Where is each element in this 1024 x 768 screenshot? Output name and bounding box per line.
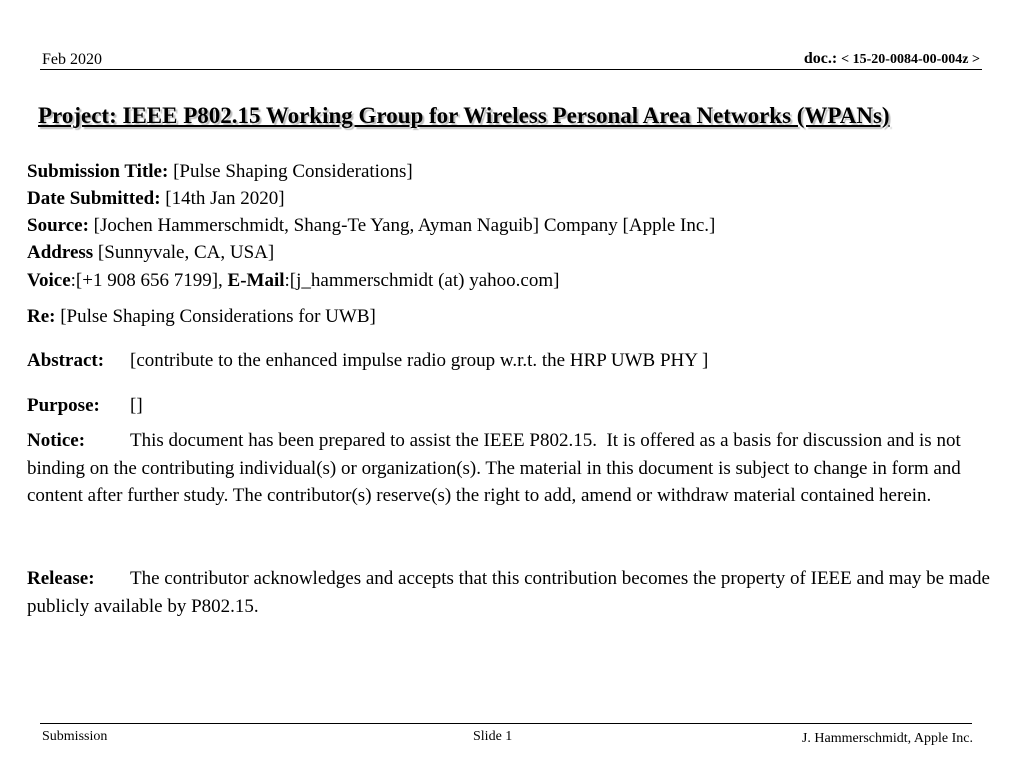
- release-paragraph: [27, 565, 1002, 620]
- purpose-value: []: [130, 395, 143, 416]
- abstract-line: [27, 348, 708, 374]
- submission-title-label: Submission Title:: [27, 161, 169, 182]
- footer-slide-number: Slide 1: [473, 729, 513, 744]
- source-line: [27, 213, 715, 239]
- date-submitted-line: [27, 186, 285, 212]
- header-divider: [40, 69, 982, 70]
- notice-label: Notice:: [27, 430, 86, 451]
- voice-value: :[+1 908 656 7199],: [70, 270, 228, 291]
- email-value: :[j_hammerschmidt (at) yahoo.com]: [284, 270, 560, 291]
- header-date: Feb 2020: [42, 51, 102, 68]
- doc-number: < 15-20-0084-00-004z >: [841, 52, 980, 67]
- abstract-label: Abstract:: [27, 350, 105, 371]
- email-label: E-Mail: [227, 270, 285, 291]
- release-text: The contributor acknowledges and accepts that this contribution becomes the property of IEEE and may be made publicly available by P802.15.: [27, 568, 990, 617]
- footer-submission: Submission: [42, 729, 108, 744]
- notice-text: This document has been prepared to assist the IEEE P802.15. It is offered as a basis for discussion and is not binding on the contributing individual(s) or organization(s). The material in this document is subject to change in form and content after further study. The contributor(s) reserve(s) the right to add, amend or withdraw material contained herein.: [27, 430, 966, 506]
- project-title: Project: IEEE P802.15 Working Group for Wireless Personal Area Networks (WPANs): [38, 103, 890, 128]
- source-value: [Jochen Hammerschmidt, Shang-Te Yang, Ayman Naguib] Company [Apple Inc.]: [93, 215, 716, 236]
- re-line: [27, 304, 376, 330]
- submission-title-value: [Pulse Shaping Considerations]: [173, 161, 413, 182]
- date-submitted-value: [14th Jan 2020]: [165, 188, 285, 209]
- contact-line: [27, 268, 559, 294]
- footer-author: J. Hammerschmidt, Apple Inc.: [801, 731, 973, 746]
- source-label: Source:: [27, 215, 89, 236]
- doc-label: doc.:: [803, 50, 838, 67]
- date-submitted-label: Date Submitted:: [27, 188, 161, 209]
- purpose-line: [27, 393, 143, 419]
- re-value: [Pulse Shaping Considerations for UWB]: [60, 306, 376, 327]
- voice-label: Voice: [27, 270, 71, 291]
- re-label: Re:: [27, 306, 56, 327]
- address-label: Address: [27, 242, 94, 263]
- address-line: [27, 240, 274, 266]
- release-label: Release:: [27, 568, 95, 589]
- footer-divider: [40, 723, 972, 724]
- notice-paragraph: [27, 427, 1002, 510]
- address-value: [Sunnyvale, CA, USA]: [97, 242, 275, 263]
- abstract-value: [contribute to the enhanced impulse radio group w.r.t. the HRP UWB PHY ]: [130, 350, 709, 371]
- header-doc-number: [804, 50, 980, 68]
- purpose-label: Purpose:: [27, 395, 100, 416]
- submission-title-line: [27, 159, 413, 185]
